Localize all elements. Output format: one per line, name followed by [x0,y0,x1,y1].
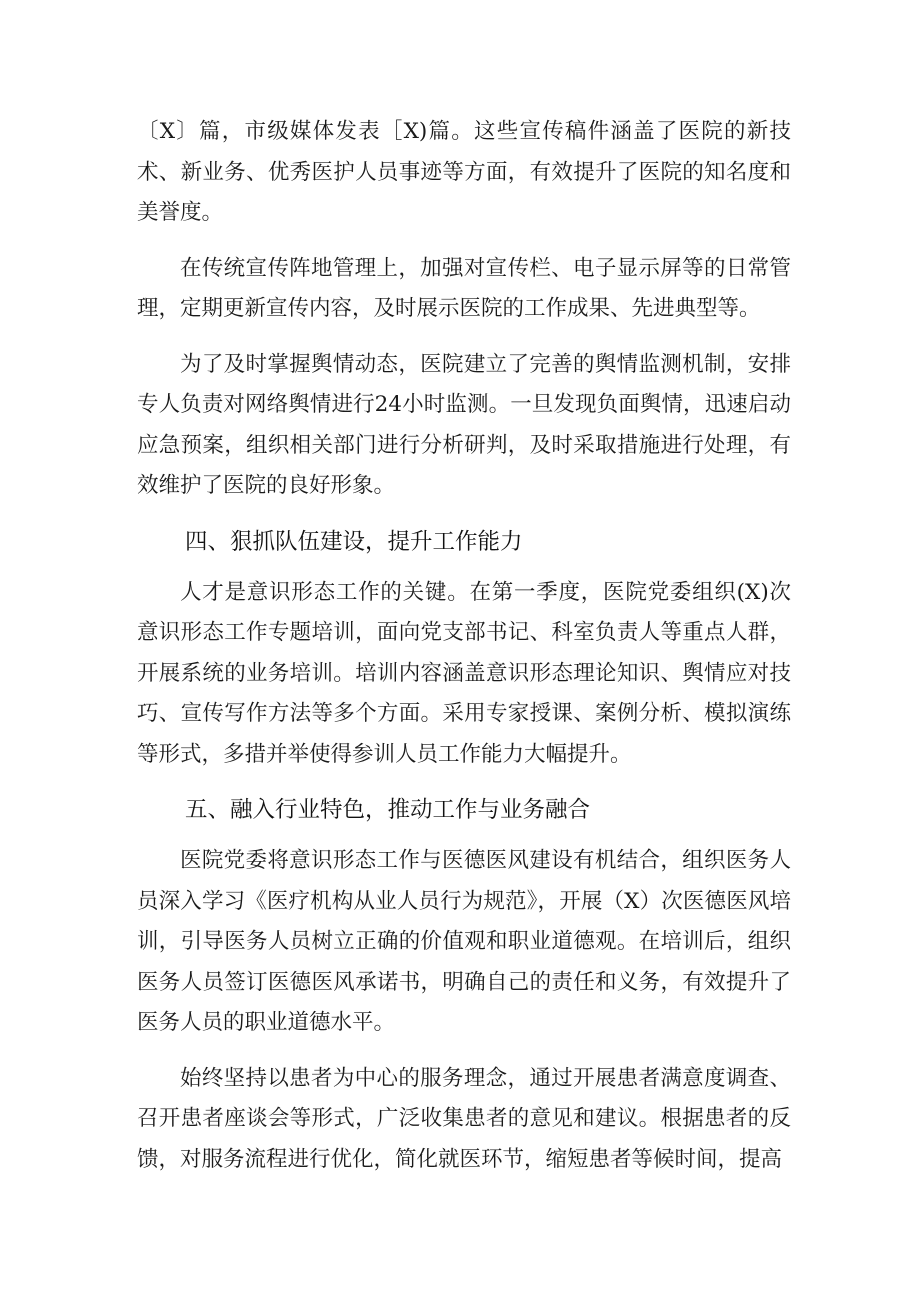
paragraph-patient-service: 始终坚持以患者为中心的服务理念，通过开展患者满意度调查、召开患者座谈会等形式，广泛收集患者的意见和建议。根据患者的反馈，对服务流程进行优化，简化就医环节，缩短患者等候时间，提高 [137,1065,791,1172]
paragraph-team-training: 人才是意识形态工作的关键。在第一季度，医院党委组织(X)次意识形态工作专题培训，面向党支部书记、科室负责人等重点人群，开展系统的业务培训。培训内容涵盖意识形态理论知识、舆情应对技巧、宣传写作方法等多个方面。采用专家授课、案例分析、模拟演练等形式，多措并举使得参训人员工作能力大幅提升。 [137,579,791,767]
paragraph-medical-ethics: 医院党委将意识形态工作与医德医风建设有机结合，组织医务人员深入学习《医疗机构从业人员行为规范》，开展（X）次医德医风培训，引导医务人员树立正确的价值观和职业道德观。在培训后，组织医务人员签订医德医风承诺书，明确自己的责任和义务，有效提升了医务人员的职业道德水平。 [137,848,791,1035]
paragraph-promotion-positions: 在传统宣传阵地管理上，加强对宣传栏、电子显示屏等的日常管理，定期更新宣传内容，及时展示医院的工作成果、先进典型等。 [137,255,791,321]
section-heading-4: 四、狠抓队伍建设，提升工作能力 [185,528,523,555]
paragraph-continued: 〔X〕篇，市级媒体发表［X)篇。这些宣传稿件涵盖了医院的新技术、新业务、优秀医护人员事迹等方面，有效提升了医院的知名度和美誉度。 [137,119,791,225]
section-heading-5: 五、融入行业特色，推动工作与业务融合 [185,797,591,823]
paragraph-opinion-monitoring: 为了及时掌握舆情动态，医院建立了完善的舆情监测机制，安排专人负责对网络舆情进行24小时监测。一旦发现负面舆情，迅速启动应急预案，组织相关部门进行分析研判，及时采取措施进行处理，有效维护了医院的良好形象。 [137,351,791,498]
document-body [137,112,791,1195]
